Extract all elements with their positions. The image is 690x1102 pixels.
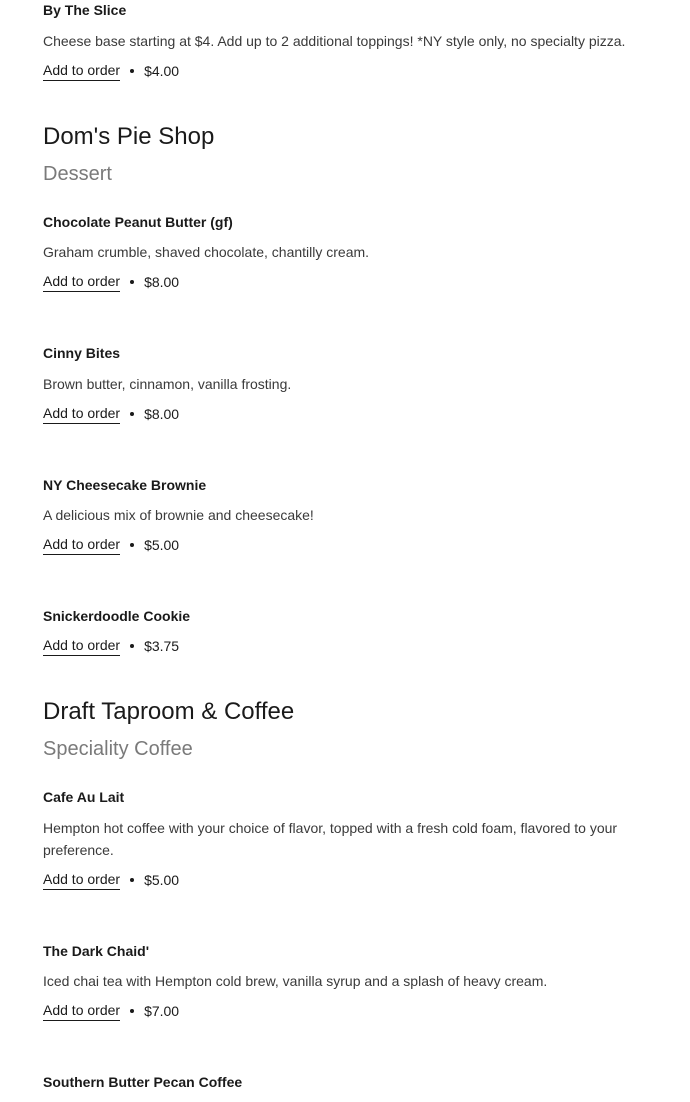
item-description: Hempton hot coffee with your choice of flavor, topped with a fresh cold foam, flavored to your preference. (43, 820, 618, 858)
add-to-order-button[interactable]: Add to order (43, 637, 120, 656)
item-price: $3.75 (144, 638, 180, 654)
item-description: A delicious mix of brownie and cheesecake! (43, 507, 314, 523)
add-to-order-button[interactable]: Add to order (43, 405, 120, 424)
separator-dot-icon (130, 1009, 134, 1013)
order-row (43, 869, 690, 891)
shop-title: Dom's Pie Shop (43, 123, 215, 150)
menu-item (43, 0, 690, 20)
item-price: $4.00 (144, 63, 180, 79)
shop-header (43, 122, 690, 152)
menu-item (43, 212, 690, 232)
item-description: Graham crumble, shaved chocolate, chantilly cream. (43, 244, 370, 260)
item-price: $7.00 (144, 1003, 180, 1019)
item-price: $8.00 (144, 274, 180, 290)
menu-item (43, 475, 690, 495)
item-name: By The Slice (43, 2, 127, 18)
add-to-order-button[interactable]: Add to order (43, 273, 120, 292)
item-price: $8.00 (144, 406, 180, 422)
separator-dot-icon (130, 644, 134, 648)
order-row (43, 534, 690, 556)
category-header (43, 736, 690, 762)
separator-dot-icon (130, 543, 134, 547)
item-description-wrap (43, 30, 690, 52)
add-to-order-button[interactable]: Add to order (43, 536, 120, 555)
separator-dot-icon (130, 69, 134, 73)
order-row (43, 60, 690, 82)
item-description: Brown butter, cinnamon, vanilla frosting. (43, 376, 292, 392)
add-to-order-button[interactable]: Add to order (43, 1002, 120, 1021)
item-description-wrap (43, 504, 690, 526)
menu-item (43, 787, 690, 807)
add-to-order-button[interactable]: Add to order (43, 62, 120, 81)
item-name: NY Cheesecake Brownie (43, 477, 207, 493)
item-description-wrap (43, 373, 690, 395)
menu-item (43, 606, 690, 626)
item-name: Chocolate Peanut Butter (gf) (43, 214, 233, 230)
order-row (43, 635, 690, 657)
item-name: Cafe Au Lait (43, 789, 125, 805)
shop-header (43, 697, 690, 727)
item-name: Cinny Bites (43, 345, 121, 361)
item-description-wrap (43, 970, 690, 992)
category-title: Dessert (43, 163, 112, 185)
category-title: Speciality Coffee (43, 738, 193, 760)
item-description-wrap (43, 817, 690, 861)
item-price: $5.00 (144, 872, 180, 888)
item-name: The Dark Chaid' (43, 943, 150, 959)
order-row (43, 271, 690, 293)
menu-item (43, 343, 690, 363)
separator-dot-icon (130, 412, 134, 416)
item-description-wrap (43, 241, 690, 263)
item-price: $5.00 (144, 537, 180, 553)
shop-title: Draft Taproom & Coffee (43, 698, 295, 725)
separator-dot-icon (130, 878, 134, 882)
category-header (43, 161, 690, 187)
order-row (43, 403, 690, 425)
item-name: Snickerdoodle Cookie (43, 608, 191, 624)
add-to-order-button[interactable]: Add to order (43, 871, 120, 890)
item-name: Southern Butter Pecan Coffee (43, 1074, 243, 1090)
menu-item (43, 1072, 690, 1092)
item-description: Cheese base starting at $4. Add up to 2 additional toppings! *NY style only, no specialty pizza. (43, 33, 626, 49)
separator-dot-icon (130, 280, 134, 284)
menu-item (43, 941, 690, 961)
order-row (43, 1000, 690, 1022)
item-description: Iced chai tea with Hempton cold brew, vanilla syrup and a splash of heavy cream. (43, 973, 548, 989)
